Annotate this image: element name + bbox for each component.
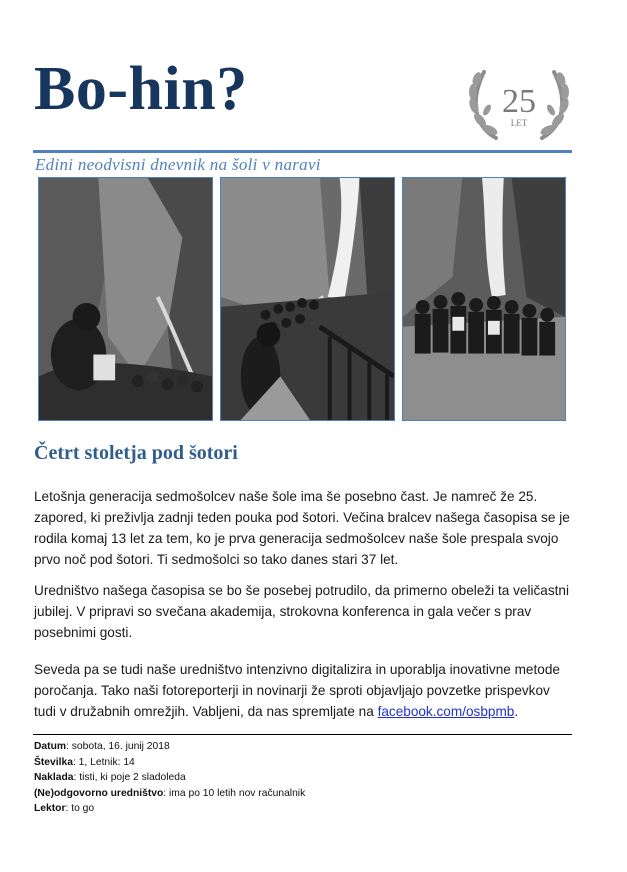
tagline: Edini neodvisni dnevnik na šoli v naravi (35, 155, 321, 174)
canyon-photo (38, 177, 213, 421)
colophon-rule (33, 734, 572, 735)
header-rule (33, 150, 572, 153)
article-paragraph (34, 659, 574, 722)
waterfall-group-photo (220, 177, 395, 421)
facebook-link[interactable]: facebook.com/osbpmb (377, 704, 515, 719)
colophon-editor: (Ne)odgovorno uredništvo: ima po 10 letih nov računalnik (34, 787, 306, 799)
svg-text:LET: LET (510, 118, 528, 128)
colophon-proofreader: Lektor: to go (34, 803, 95, 815)
paragraph-end: . (514, 704, 519, 719)
laurel-wreath-emblem (466, 62, 572, 144)
article-paragraph: Letošnja generacija sedmošolcev naše šole ima še posebno čast. Je namreč že 25. zapored, ki preživlja zadnji teden pouka pod šotori. Večina bralcev našega časopisa se je rodila komaj 13 let za tem, ko je prva generacija sedmošolcev naše šole prespala svojo prvo noč pod šotori. Ti sedmošolci so tako danes stari 37 let. (34, 489, 570, 567)
colophon (34, 739, 305, 817)
colophon-date: Datum: sobota, 16. junij 2018 (34, 741, 170, 752)
newspaper-title: Bo-hin? (34, 55, 248, 123)
article-headline: Četrt stoletja pod šotori (34, 442, 238, 464)
svg-text:25: 25 (502, 83, 536, 120)
waterfall-group-photo-2 (402, 177, 566, 421)
article-paragraph: Uredništvo našega časopisa se bo še posebej potrudilo, da primerno obeleži ta veličastni jubilej. V pripravi so svečana akademija, strokovna konferenca in gala večer s prav posebnimi gosti. (34, 583, 570, 640)
colophon-print-run: Naklada: tisti, ki poje 2 sladoleda (34, 772, 186, 784)
colophon-issue: Številka: 1, Letnik: 14 (34, 756, 135, 768)
paragraph-text: Seveda pa se tudi naše uredništvo intenzivno digitalizira in uporablja inovativne metode poročanja. Tako naši fotoreporterji in novinarji že sproti objavljajo povzetke prispevkov tudi v družabnih omrežjih. Vabljeni, da nas spremljate na (34, 662, 560, 719)
